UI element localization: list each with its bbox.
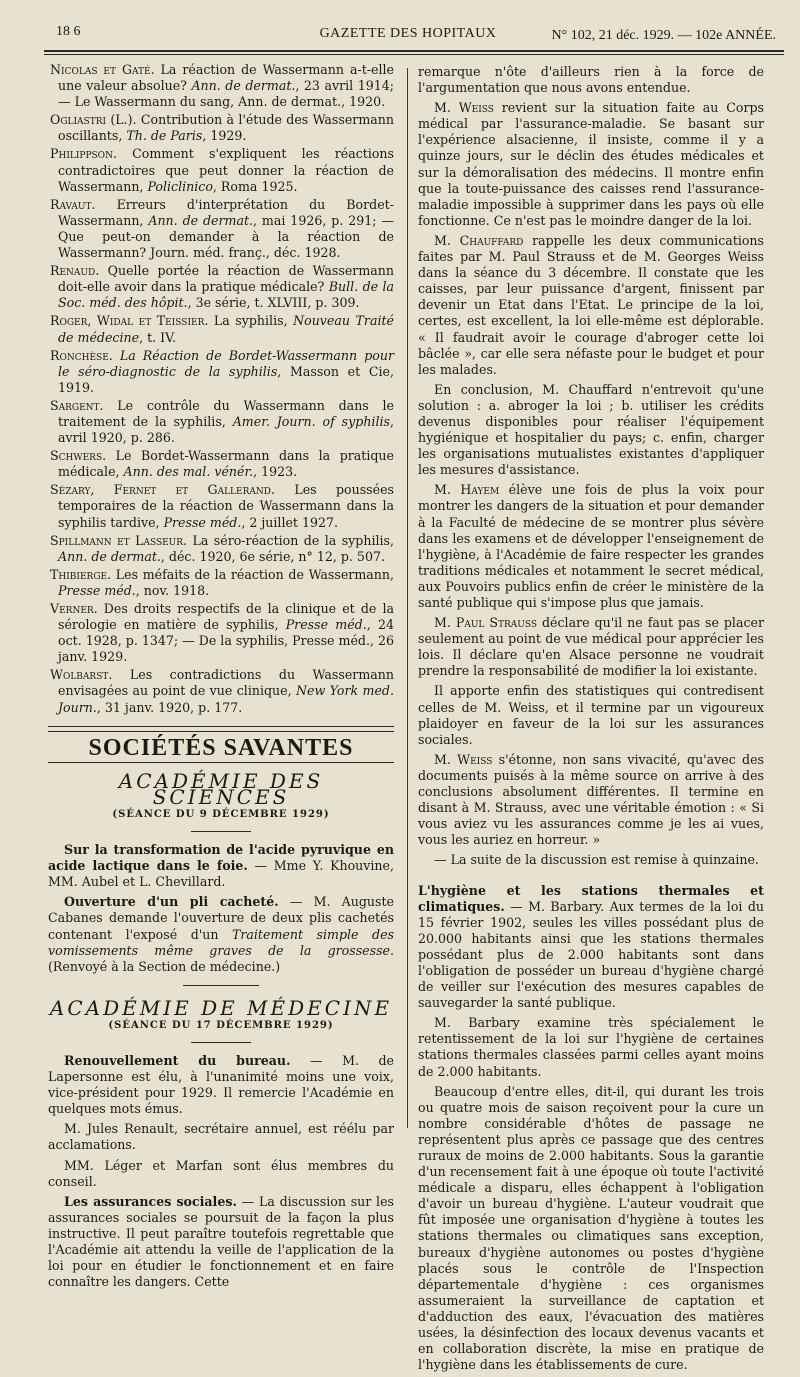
- medecine-item-3: MM. Léger et Marfan sont élus membres du conseil.: [48, 1157, 394, 1189]
- reference-entry: Ogliastri (L.). Contribution à l'étude des Wassermann oscillants, Th. de Paris, 1929.: [50, 112, 394, 144]
- section-title-rule: [48, 762, 394, 763]
- right-column: [418, 64, 764, 1377]
- column-separator: [407, 68, 408, 1128]
- paragraph: En conclusion, M. Chauffard n'entrevoit qu'une solution : a. abroger la loi ; b. utiliser les crédits devenus disponibles pour réaliser l'équipement hygiénique et hospitalier du pays; c. enfin, charger les organisations mutualistes existantes d'appliquer les mesures d'assistance.: [418, 381, 764, 478]
- page-header: [40, 24, 776, 48]
- reference-entry: Nicolas et Gaté. La réaction de Wassermann a-t-elle une valeur absolue? Ann. de dermat., 23 avril 1914; — Le Wassermann du sang, Ann. de dermat., 1920.: [50, 62, 394, 110]
- reference-entry: Spillmann et Lasseur. La séro-réaction de la syphilis, Ann. de dermat., déc. 1920, 6e série, n° 12, p. 507.: [50, 532, 394, 564]
- medecine-item-2: M. Jules Renault, secrétaire annuel, est réélu par acclamations.: [48, 1121, 394, 1153]
- issue-info: N° 102, 21 déc. 1929. — 102e ANNÉE.: [551, 28, 776, 43]
- section-rule: [48, 726, 394, 732]
- bibliography-list: [48, 62, 394, 716]
- reference-entry: Verner. Des droits respectifs de la clinique et de la sérologie en matière de syphilis, Presse méd., 24 oct. 1928, p. 1347; — De la syphilis, Presse méd., 26 janv. 1929.: [50, 601, 394, 665]
- paragraph: M. Hayem élève une fois de plus la voix pour montrer les dangers de la situation et pour demander à la Faculté de médecine de se montrer plus sévère dans les examens et de développer l'enseignement de l'hygiène, à l'Académie de faire respecter les grandes traditions médicales et notamment le secret médical, aux Pouvoirs publics enfin de créer le ministère de la santé publique qui s'impose plus que jamais.: [418, 482, 764, 610]
- paragraph: remarque n'ôte d'ailleurs rien à la force de l'argumentation que nous avons entendue.: [418, 64, 764, 96]
- paragraph: Il apporte enfin des statistiques qui contredisent celles de M. Weiss, et il termine par un vigoureux plaidoyer en faveur de la loi sur les assurances sociales.: [418, 683, 764, 747]
- paragraph: M. Chauffard rappelle les deux communications faites par M. Paul Strauss et de M. Georges Weiss dans la séance du 3 décembre. Il constate que les caisses, par leur puissance d'argent, finissent par devenir un Etat dans l'Etat. Le principe de la loi, certes, est excellent, la loi elle-même est déplorable. « Il faudrait avoir le courage d'abroger cette loi bâclée », car elle sera néfaste pour le budget et pour les malades.: [418, 232, 765, 377]
- academie-sciences-seance: (SÉANCE DU 9 DÉCEMBRE 1929): [112, 808, 330, 820]
- reference-entry: Ravaut. Erreurs d'interprétation du Bordet-Wassermann, Ann. de dermat., mai 1926, p. 291; — Que peut-on demander à la réaction de Wassermann? Journ. méd. franç., déc. 1928.: [50, 196, 395, 261]
- header-rule: [44, 50, 784, 52]
- reference-entry: Renaud. Quelle portée la réaction de Wassermann doit-elle avoir dans la pratique médicale? Bull. de la Soc. méd. des hôpit., 3e série, t. XLVIII, p. 309.: [50, 263, 395, 311]
- medecine-item-1: Renouvellement du bureau. — M. de Lapersonne est élu, à l'unanimité moins une voix, vice-président pour 1929. Il remercie l'Académie en quelques mots émus.: [48, 1052, 394, 1117]
- left-column: [48, 62, 394, 1294]
- reference-entry: Sézary, Fernet et Gallerand. Les poussées temporaires de la réaction de Wassermann dans la syphilis tardive, Presse méd., 2 juillet 1927.: [50, 482, 394, 530]
- divider: [191, 831, 251, 832]
- academie-sciences-title: ACADÉMIE DES SCIENCES: [118, 768, 324, 809]
- academie-medecine-title: ACADÉMIE DE MÉDECINE: [49, 995, 393, 1020]
- header-rule-thin: [44, 54, 784, 55]
- paragraph: — La suite de la discussion est remise à quinzaine.: [434, 852, 759, 868]
- page-number: 18 6: [56, 24, 81, 39]
- academie-medecine-seance: (SÉANCE DU 17 DÉCEMBRE 1929): [108, 1019, 334, 1031]
- paragraph: M. Weiss revient sur la situation faite au Corps médical par l'assurance-maladie. Se basant sur l'expérience alsacienne, il insiste, comme il y a quinze jours, sur le déclin des études médicales et sur la démoralisation des médecins. Il montre enfin que la toute-puissance des caisses rend l'assurance-maladie impossible à supprimer dans les pays où elle fonctionne. Ce n'est pas le moindre danger de la loi.: [418, 100, 764, 228]
- reference-entry: Sargent. Le contrôle du Wassermann dans le traitement de la syphilis, Amer. Journ. of syphilis, avril 1920, p. 286.: [50, 397, 394, 446]
- reference-entry: Ronchèse. La Réaction de Bordet-Wassermann pour le séro-diagnostic de la syphilis, Masson et Cie, 1919.: [50, 347, 395, 395]
- paragraph: Beaucoup d'entre elles, dit-il, qui durant les trois ou quatre mois de saison reçoivent pour la cure un nombre considérable d'hôtes de passage ne représentent plus après ce passage que des centres ruraux de moins de 2.000 habitants. Sous la garantie d'un recensement fait à une époque où toute l'activité médicale a disparu, elles échappent à l'obligation d'avoir un bureau d'hygiène. L'auteur voudrait que fût imposée une organisation d'hygiène à toutes les stations thermales ou climatiques sans exception, bureaux d'hygiène autonomes ou postes d'hygiène placés sous le contrôle de l'Inspection départementale d'hygiène : ces organismes assumeraient la surveillance de captation et d'adduction des eaux, l'évacuation des matières usées, la désinfection des locaux devenus vacants et en collaboration discrète, la mise en pratique de l'hygiène dans les établissements de cure.: [418, 1083, 764, 1373]
- reference-entry: Schwers. Le Bordet-Wassermann dans la pratique médicale, Ann. des mal. vénér., 1923.: [50, 448, 394, 480]
- divider: [191, 1042, 251, 1043]
- paragraph: M. Weiss s'étonne, non sans vivacité, qu'avec des documents puisés à la même source on arrive à des conclusions absolument différentes. Il termine en disant à M. Strauss, avec une véritable émotion : « Si vous aviez vu les assurances comme je les ai vues, vous les auriez en horreur. »: [418, 751, 764, 848]
- divider: [183, 985, 259, 986]
- hygiene-section: L'hygiène et les stations thermales et climatiques. — M. Barbary. Aux termes de la loi du 15 février 1902, seules les villes possédant plus de 20.000 habitants ainsi que les stations thermales possédant plus de 2.000 habitants sont dans l'obligation de posséder un bureau d'hygiène chargé de veiller sur l'exécution des mesures capables de sauvegarder la santé publique.: [418, 882, 764, 1011]
- reference-entry: Roger, Widal et Teissier. La syphilis, Nouveau Traité de médecine, t. IV.: [50, 313, 394, 345]
- journal-title: GAZETTE DES HOPITAUX: [319, 26, 497, 41]
- reference-entry: Thibierge. Les méfaits de la réaction de Wassermann, Presse méd., nov. 1918.: [50, 566, 394, 598]
- paragraph: M. Barbary examine très spécialement le retentissement de la loi sur l'hygiène de certaines stations thermales classées parmi celles ayant moins de 2.000 habitants.: [418, 1015, 764, 1079]
- sciences-item-2: Ouverture d'un pli cacheté. — M. Auguste Cabanes demande l'ouverture de deux plis cachetés contenant l'exposé d'un Traitement simple des vomissements même graves de la grossesse. (Renvoyé à la Section de médecine.): [48, 894, 394, 974]
- paragraph: M. Paul Strauss déclare qu'il ne faut pas se placer seulement au point de vue médical pour apprécier les lois. Il déclare qu'en Alsace personne ne voudrait prendre la responsabilité de modifier la loi existante.: [418, 615, 764, 679]
- medecine-item-4: Les assurances sociales. — La discussion sur les assurances sociales se poursuit de la façon la plus instructive. Il peut paraître toutefois regrettable que l'Académie ait attendu la veille de l'application de la loi pour en étudier le fonctionnement et en faire connaître les dangers. Cette: [48, 1193, 394, 1290]
- section-title: SOCIÉTÉS SAVANTES: [88, 734, 354, 761]
- sciences-item-1: Sur la transformation de l'acide pyruvique en acide lactique dans le foie. — Mme Y. Khouvine, MM. Aubel et L. Chevillard.: [48, 842, 394, 890]
- reference-entry: Wolbarst. Les contradictions du Wassermann envisagées au point de vue clinique, New York med. Journ., 31 janv. 1920, p. 177.: [50, 667, 394, 715]
- reference-entry: Philippson. Comment s'expliquent les réactions contradictoires que peut donner la réaction de Wassermann, Policlinico, Roma 1925.: [50, 146, 394, 194]
